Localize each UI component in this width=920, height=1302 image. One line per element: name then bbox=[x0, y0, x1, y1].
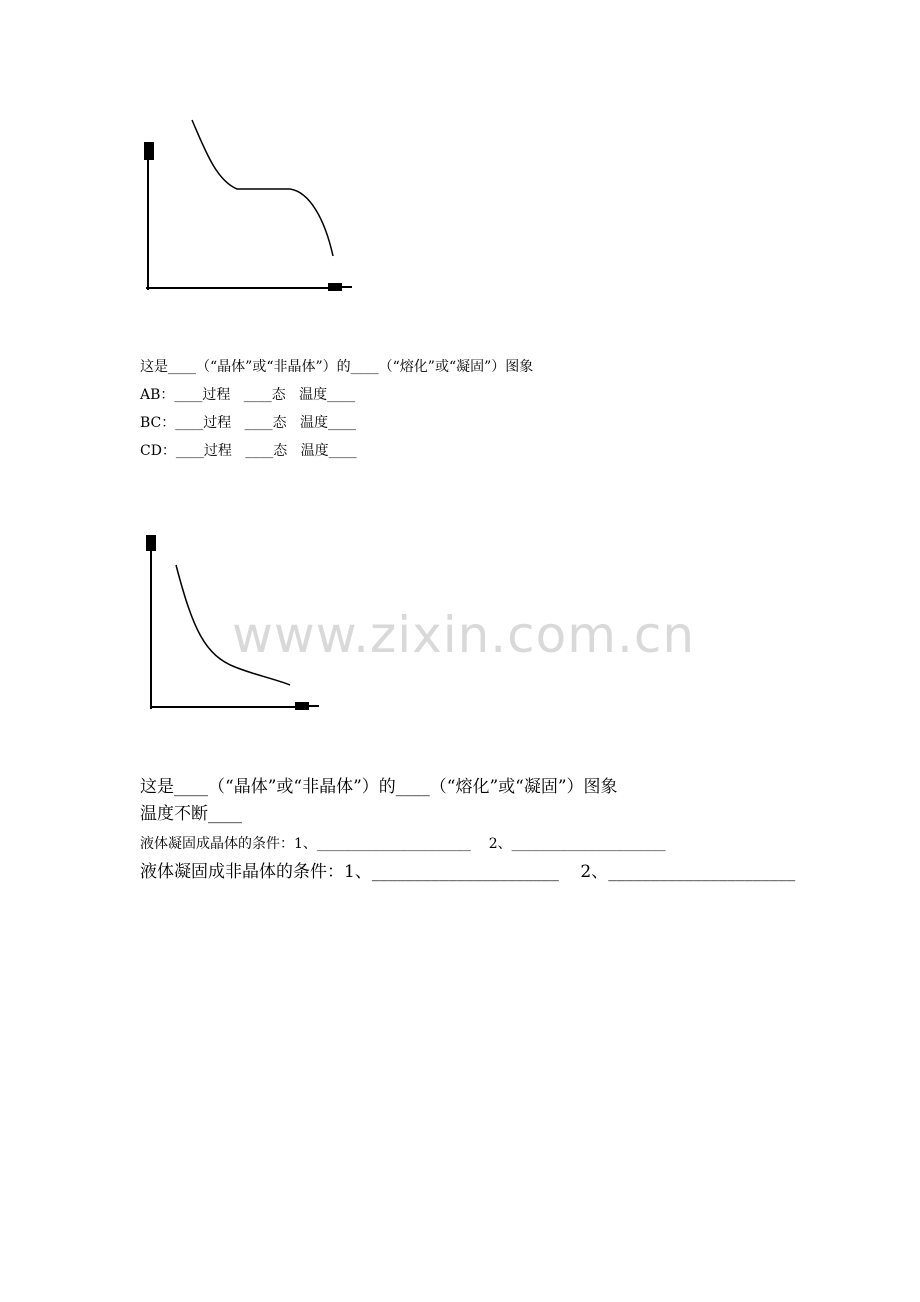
row-cd: CD：____过程 ____态 温度____ bbox=[140, 443, 357, 459]
graph1-x-axis bbox=[146, 283, 352, 291]
graph2-y-axis bbox=[146, 535, 156, 709]
row-bc: BC：____过程 ____态 温度____ bbox=[140, 415, 356, 431]
crystal-curve-graph bbox=[130, 110, 370, 310]
watermark-text: www.zixin.com.cn bbox=[232, 606, 696, 664]
graph2-x-axis bbox=[150, 702, 319, 710]
graph1-curve bbox=[192, 120, 333, 256]
cond-crystal: 液体凝固成晶体的条件：1、______________________ 2、______________________ bbox=[140, 836, 666, 852]
row-ab: AB：____过程 ____态 温度____ bbox=[140, 387, 356, 403]
temp-line: 温度不断____ bbox=[140, 804, 242, 824]
section1-question: 这是____（“晶体”或“非晶体”）的____（“熔化”或“凝固”）图象 bbox=[140, 359, 534, 375]
graph1-y-axis bbox=[144, 142, 154, 290]
section2-question: 这是____（“晶体”或“非晶体”）的____（“熔化”或“凝固”）图象 bbox=[140, 777, 618, 797]
cond-noncrystal: 液体凝固成非晶体的条件：1、______________________ 2、______________________ bbox=[140, 862, 796, 882]
